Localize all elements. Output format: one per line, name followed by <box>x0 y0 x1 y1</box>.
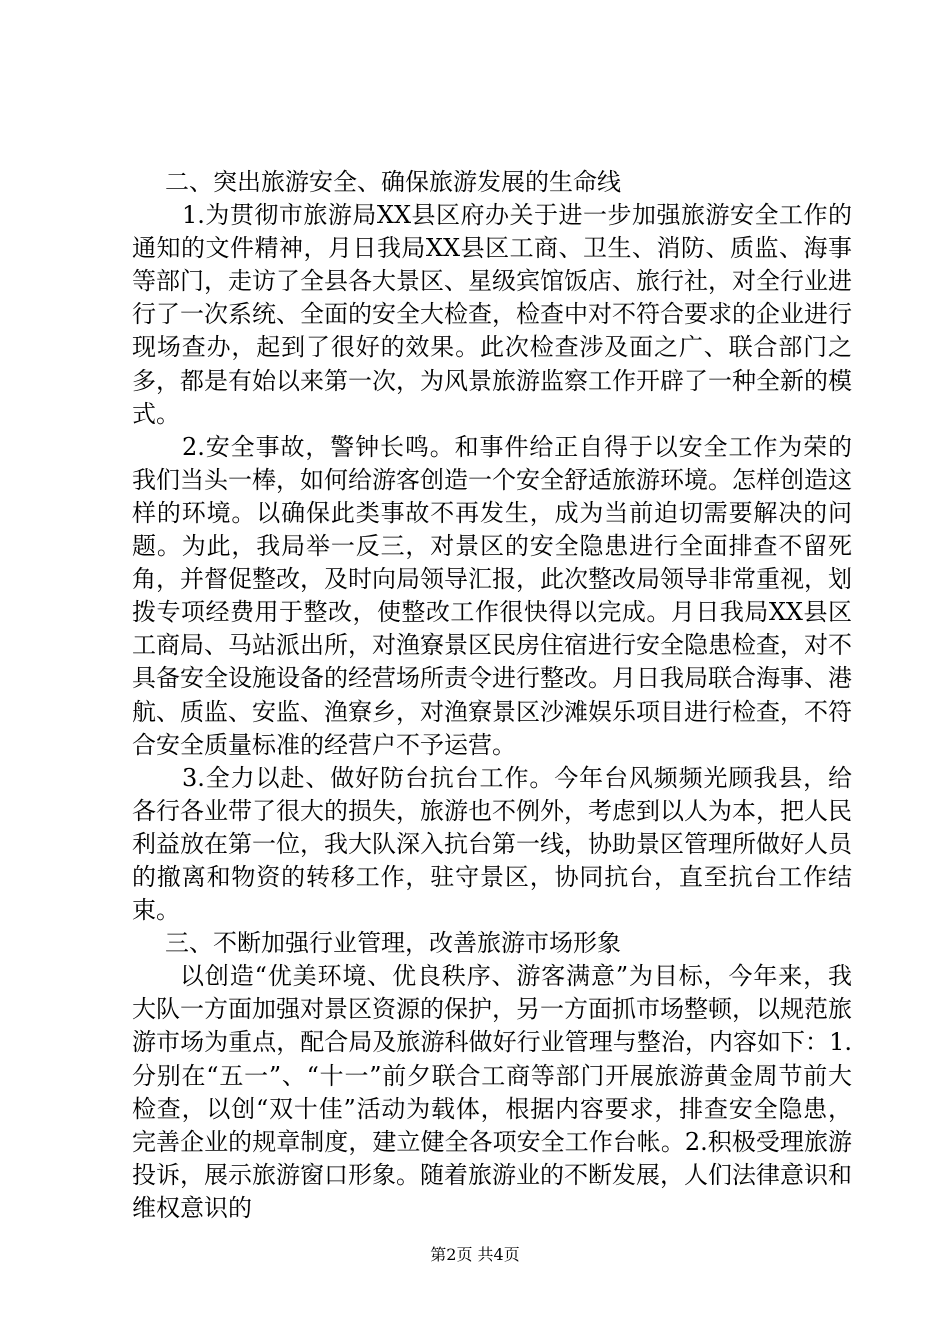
page-number-footer: 第2页 共4页 <box>430 1245 520 1264</box>
paragraph-4: 以创造“优美环境、优良秩序、游客满意”为目标，今年来，我大队一方面加强对景区资源的保护，另一方面抓市场整顿，以规范旅游市场为重点，配合局及旅游科做好行业管理与整治，内容如下：1.分别在“五一”、“十一”前夕联合工商等部门开展旅游黄金周节前大检查，以创“双十佳”活动为载体，根据内容要求，排查安全隐患，完善企业的规章制度，建立健全各项安全工作台帐。2.积极受理旅游投诉，展示旅游窗口形象。随着旅游业的不断发展，人们法律意识和维权意识的 <box>132 962 852 1222</box>
paragraph-3: 3.全力以赴、做好防台抗台工作。今年台风频频光顾我县，给各行各业带了很大的损失，旅游也不例外，考虑到以人为本，把人民利益放在第一位，我大队深入抗台第一线，协助景区管理所做好人员的撤离和物资的转移工作，驻守景区，协同抗台，直至抗台工作结束。 <box>132 763 852 925</box>
paragraph-1: 1.为贯彻市旅游局XX县区府办关于进一步加强旅游安全工作的通知的文件精神，月日我局XX县区工商、卫生、消防、质监、海事等部门，走访了全县各大景区、星级宾馆饭店、旅行社，对全行业进行了一次系统、全面的安全大检查，检查中对不符合要求的企业进行现场查办，起到了很好的效果。此次检查涉及面之广、联合部门之多，都是有始以来第一次，为风景旅游监察工作开辟了一种全新的模式。 <box>132 201 852 428</box>
document-body <box>132 166 852 1225</box>
paragraph-2: 2.安全事故，警钟长鸣。和事件给正自得于以安全工作为荣的我们当头一棒，如何给游客创造一个安全舒适旅游环境。怎样创造这样的环境。以确保此类事故不再发生，成为当前迫切需要解决的问题。为此，我局举一反三，对景区的安全隐患进行全面排查不留死角，并督促整改，及时向局领导汇报，此次整改局领导非常重视，划拨专项经费用于整改，使整改工作很快得以完成。月日我局XX县区工商局、马站派出所，对渔寮景区民房住宿进行安全隐患检查，对不具备安全设施设备的经营场所责令进行整改。月日我局联合海事、港航、质监、安监、渔寮乡，对渔寮景区沙滩娱乐项目进行检查，不符合安全质量标准的经营户不予运营。 <box>132 432 852 759</box>
section-heading-3: 三、不断加强行业管理，改善旅游市场形象 <box>165 929 621 958</box>
section-heading-2: 二、突出旅游安全、确保旅游发展的生命线 <box>165 168 621 196</box>
